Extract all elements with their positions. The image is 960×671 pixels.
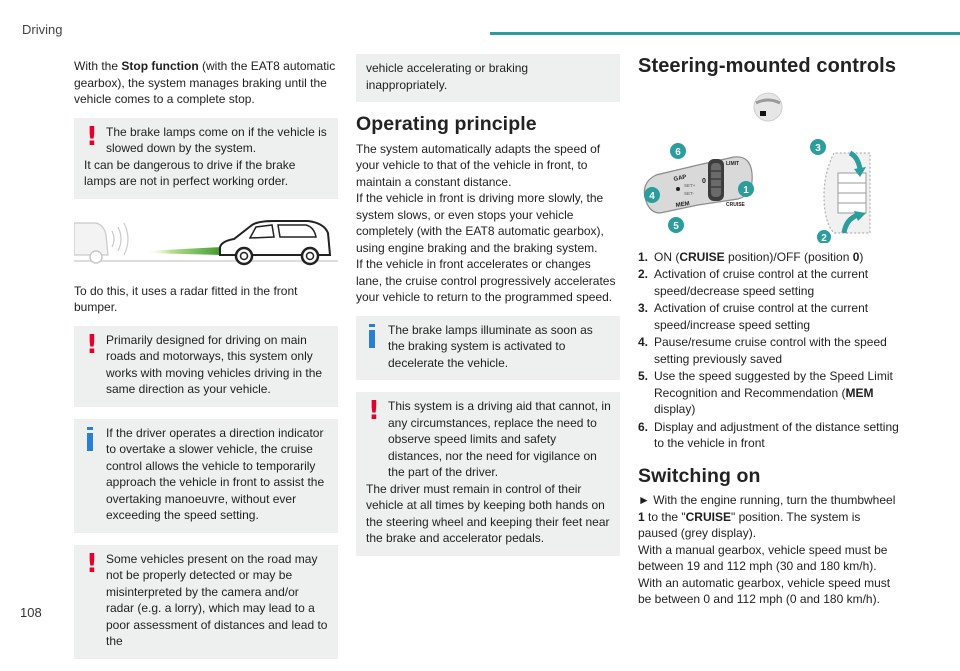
page-number: 108 bbox=[20, 605, 42, 620]
callout-badge-5 bbox=[668, 217, 684, 233]
svg-text:CRUISE: CRUISE bbox=[726, 201, 745, 208]
controls-list bbox=[638, 249, 902, 452]
svg-text:3: 3 bbox=[815, 142, 821, 154]
header-accent-bar bbox=[490, 32, 960, 35]
svg-text:5: 5 bbox=[673, 220, 679, 232]
warning-icon: ! bbox=[368, 396, 380, 426]
callout-badge-3 bbox=[810, 139, 826, 155]
heading-switching-on: Switching on bbox=[638, 464, 761, 487]
operating-paragraph-3: If the vehicle in front accelerates or changes lane, the cruise control progressively accelerates your vehicle to return to the programmed speed. bbox=[356, 257, 616, 304]
list-item: 6. Display and adjustment of the distance setting to the vehicle in front bbox=[638, 419, 899, 450]
column-3 bbox=[638, 54, 902, 618]
callout-badge-1 bbox=[738, 181, 754, 197]
radar-illustration bbox=[74, 211, 338, 269]
switching-on-step: ► With the engine running, turn the thumbwheel 1 to the "CRUISE" position. The system is paused (grey display). bbox=[638, 493, 896, 540]
operating-paragraph-1: The system automatically adapts the speed of your vehicle to that of the vehicle in front, to maintain a constant distance. bbox=[356, 141, 601, 189]
warning-note-detection: ! Some vehicles present on the road may not be properly detected or may be misinterpreted by the camera and/or radar (e.g. a lorry), which may lead to a poor assessment of distances and lead to the bbox=[74, 545, 338, 659]
svg-text:1: 1 bbox=[743, 184, 749, 196]
info-icon bbox=[368, 324, 382, 348]
info-icon bbox=[86, 427, 100, 451]
stop-function-paragraph: With the Stop function (with the EAT8 automatic gearbox), the system manages braking until the vehicle comes to a complete stop. bbox=[74, 59, 336, 106]
column-2 bbox=[356, 54, 620, 568]
svg-text:SET+: SET+ bbox=[684, 182, 696, 188]
warning-note-driving-aid: ! This system is a driving aid that cannot, in any circumstances, replace the need to observe speed limits and safety distances, nor the need for vigilance on the part of the driver. The driver must remain in control of their vehicle at all times by keeping both hands on the steering wheel and keeping their feet near the brake and accelerator pedals. bbox=[356, 392, 620, 556]
callout-badge-2 bbox=[817, 230, 831, 243]
list-item: 5. Use the speed suggested by the Speed Limit Recognition and Recommendation (MEM display) bbox=[638, 369, 893, 416]
warning-icon: ! bbox=[86, 329, 98, 360]
section-title: Driving bbox=[22, 22, 63, 37]
radar-illustration-svg bbox=[74, 211, 338, 269]
heading-steering-controls: Steering-mounted controls bbox=[638, 55, 897, 77]
steering-controls-svg bbox=[638, 83, 902, 243]
svg-text:4: 4 bbox=[649, 190, 655, 202]
cruise-lever bbox=[644, 156, 752, 212]
warning-note-brake-lamps: ! The brake lamps come on if the vehicle is slowed down by the system. It can be dangerous to drive if the brake lamps are not in perfect working order. bbox=[74, 118, 338, 199]
svg-text:SET-: SET- bbox=[684, 190, 695, 196]
svg-text:GAP: GAP bbox=[673, 173, 688, 183]
callout-badge-6 bbox=[670, 143, 686, 159]
svg-text:0: 0 bbox=[702, 177, 706, 185]
warning-note-main-roads: ! Primarily designed for driving on main roads and motorways, this system only works with moving vehicles driving in the same direction as your vehicle. bbox=[74, 326, 338, 407]
callout-badge-4 bbox=[644, 187, 660, 203]
svg-text:2: 2 bbox=[821, 232, 827, 243]
automatic-gearbox-paragraph: With an automatic gearbox, vehicle speed must be between 0 and 112 mph (0 and 180 km/h). bbox=[638, 575, 891, 606]
info-note-overtaking: If the driver operates a direction indicator to overtake a slower vehicle, the cruise control allows the vehicle to temporarily approach the vehicle in front to assist the overtaking manoeuvre, without ever exceeding the speed setting. bbox=[74, 419, 338, 533]
list-item: 3. Activation of cruise control at the current speed/increase speed setting bbox=[638, 301, 869, 332]
svg-text:LIMIT: LIMIT bbox=[726, 160, 740, 167]
heading-operating-principle: Operating principle bbox=[356, 113, 537, 135]
steering-controls-figure bbox=[638, 83, 902, 243]
list-item: 2. Activation of cruise control at the current speed/decrease speed setting bbox=[638, 267, 869, 298]
warning-note-continued: vehicle accelerating or braking inappropriately. bbox=[356, 54, 620, 102]
operating-paragraph-2: If the vehicle in front is driving more slowly, the system slows, or even stops your vehicle completely (with the EAT8 automatic gearbox), using engine braking and the braking system. bbox=[356, 191, 604, 255]
manual-gearbox-paragraph: With a manual gearbox, vehicle speed must be between 19 and 112 mph (30 and 180 km/h). bbox=[638, 542, 888, 573]
column-1 bbox=[74, 58, 338, 671]
list-item: 4. Pause/resume cruise control with the speed setting previously saved bbox=[638, 335, 887, 366]
svg-text:MEM: MEM bbox=[675, 200, 691, 209]
svg-text:6: 6 bbox=[675, 146, 681, 158]
radar-paragraph: To do this, it uses a radar fitted in the front bumper. bbox=[74, 283, 298, 314]
stalk-panel bbox=[824, 153, 870, 233]
info-note-brake-lamps: The brake lamps illuminate as soon as the braking system is activated to decelerate the vehicle. bbox=[356, 316, 620, 381]
steering-wheel-icon bbox=[754, 93, 782, 121]
list-item: 1. ON (CRUISE position)/OFF (position 0) bbox=[638, 249, 864, 264]
warning-icon: ! bbox=[86, 548, 98, 579]
warning-icon: ! bbox=[86, 121, 98, 152]
